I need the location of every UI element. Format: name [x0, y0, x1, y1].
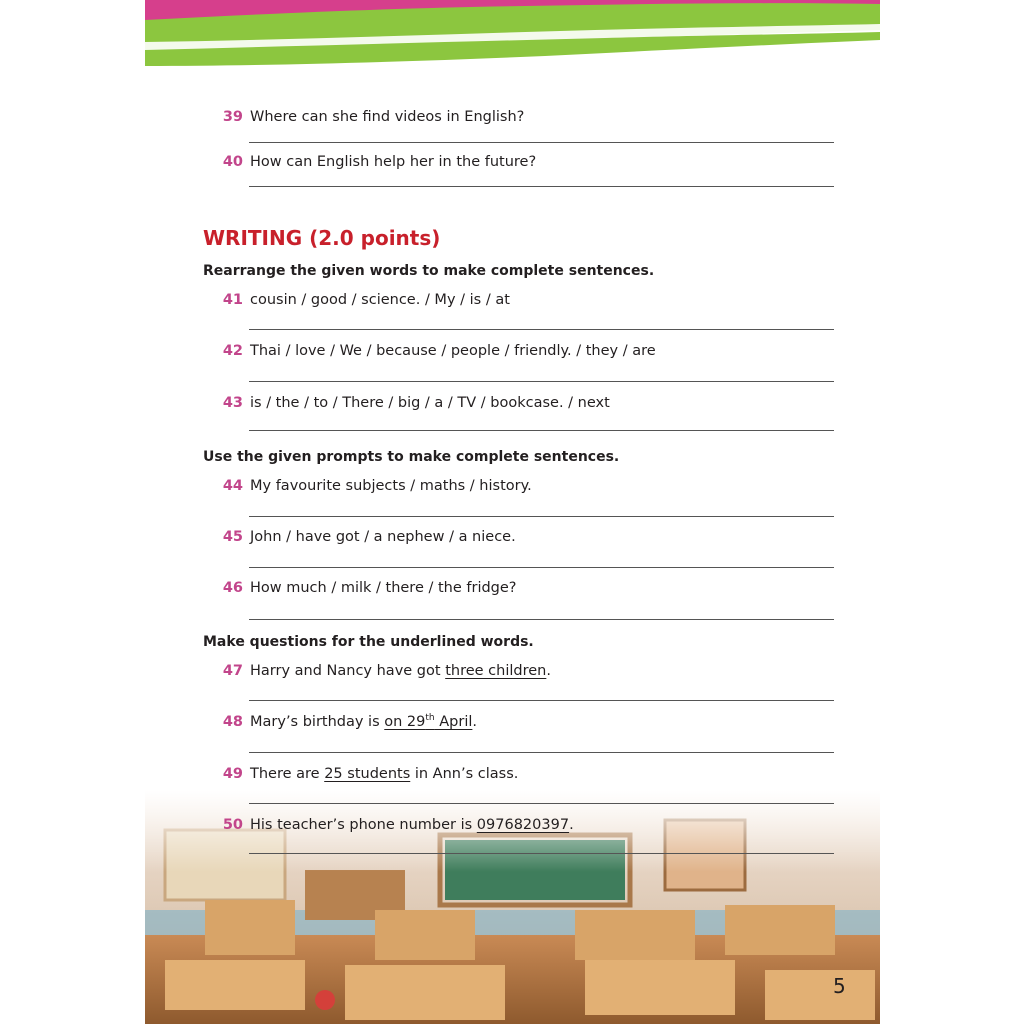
question-number: 46 [222, 580, 243, 596]
page-number: 5 [833, 974, 846, 998]
question-number: 43 [222, 395, 243, 411]
question-number: 44 [222, 478, 243, 494]
decorative-top-band [145, 0, 880, 70]
text-after: in Ann’s class. [410, 766, 519, 782]
question-number: 49 [222, 766, 243, 782]
question-text: cousin / good / science. / My / is / at [250, 292, 510, 308]
question-39 [203, 107, 524, 127]
ordinal-suffix: th [425, 713, 435, 724]
answer-line-43[interactable] [249, 430, 834, 431]
question-40 [203, 152, 536, 172]
question-number: 39 [222, 109, 243, 125]
question-46 [203, 578, 517, 598]
question-text: Thai / love / We / because / people / friendly. / they / are [250, 343, 656, 359]
worksheet-page [145, 0, 880, 1024]
question-number: 42 [222, 343, 243, 359]
question-41 [203, 290, 510, 310]
question-42 [203, 341, 656, 361]
instruction-underlined: Make questions for the underlined words. [203, 634, 534, 650]
question-number: 41 [222, 292, 243, 308]
answer-line-49[interactable] [249, 803, 834, 804]
question-number: 48 [222, 714, 243, 730]
question-45 [203, 527, 516, 547]
question-number: 50 [222, 817, 243, 833]
answer-line-45[interactable] [249, 567, 834, 568]
underlined-date-part: on 29 [384, 714, 426, 730]
answer-line-39[interactable] [249, 142, 834, 143]
text-before: Mary’s birthday is [250, 714, 385, 730]
answer-line-42[interactable] [249, 381, 834, 382]
question-number: 45 [222, 529, 243, 545]
question-text: is / the / to / There / big / a / TV / bookcase. / next [250, 395, 610, 411]
text-before: Harry and Nancy have got [250, 663, 446, 679]
question-44 [203, 476, 532, 496]
question-48 [203, 712, 477, 732]
instruction-rearrange: Rearrange the given words to make complete sentences. [203, 263, 655, 279]
question-number: 40 [222, 154, 243, 170]
answer-line-50[interactable] [249, 853, 834, 854]
question-50 [203, 815, 574, 835]
answer-line-44[interactable] [249, 516, 834, 517]
answer-line-47[interactable] [249, 700, 834, 701]
underlined-phrase [384, 714, 472, 730]
answer-line-40[interactable] [249, 186, 834, 187]
section-heading-writing: WRITING (2.0 points) [203, 226, 441, 250]
question-text: Where can she find videos in English? [250, 109, 525, 125]
text-before: There are [250, 766, 325, 782]
answer-line-41[interactable] [249, 329, 834, 330]
question-number: 47 [222, 663, 243, 679]
question-text: My favourite subjects / maths / history. [250, 478, 532, 494]
question-text: How much / milk / there / the fridge? [250, 580, 517, 596]
question-43 [203, 393, 610, 413]
question-text: John / have got / a nephew / a niece. [250, 529, 516, 545]
underlined-month: April [434, 714, 473, 730]
answer-line-48[interactable] [249, 752, 834, 753]
text-after: . [569, 817, 574, 833]
underlined-phrase: three children [445, 663, 547, 679]
text-before: His teacher’s phone number is [250, 817, 477, 833]
question-47 [203, 661, 551, 681]
text-after: . [546, 663, 551, 679]
underlined-phrase: 0976820397 [476, 817, 570, 833]
text-after: . [472, 714, 477, 730]
underlined-phrase: 25 students [324, 766, 411, 782]
answer-line-46[interactable] [249, 619, 834, 620]
question-49 [203, 764, 518, 784]
question-text: How can English help her in the future? [250, 154, 537, 170]
instruction-prompts: Use the given prompts to make complete sentences. [203, 449, 620, 465]
